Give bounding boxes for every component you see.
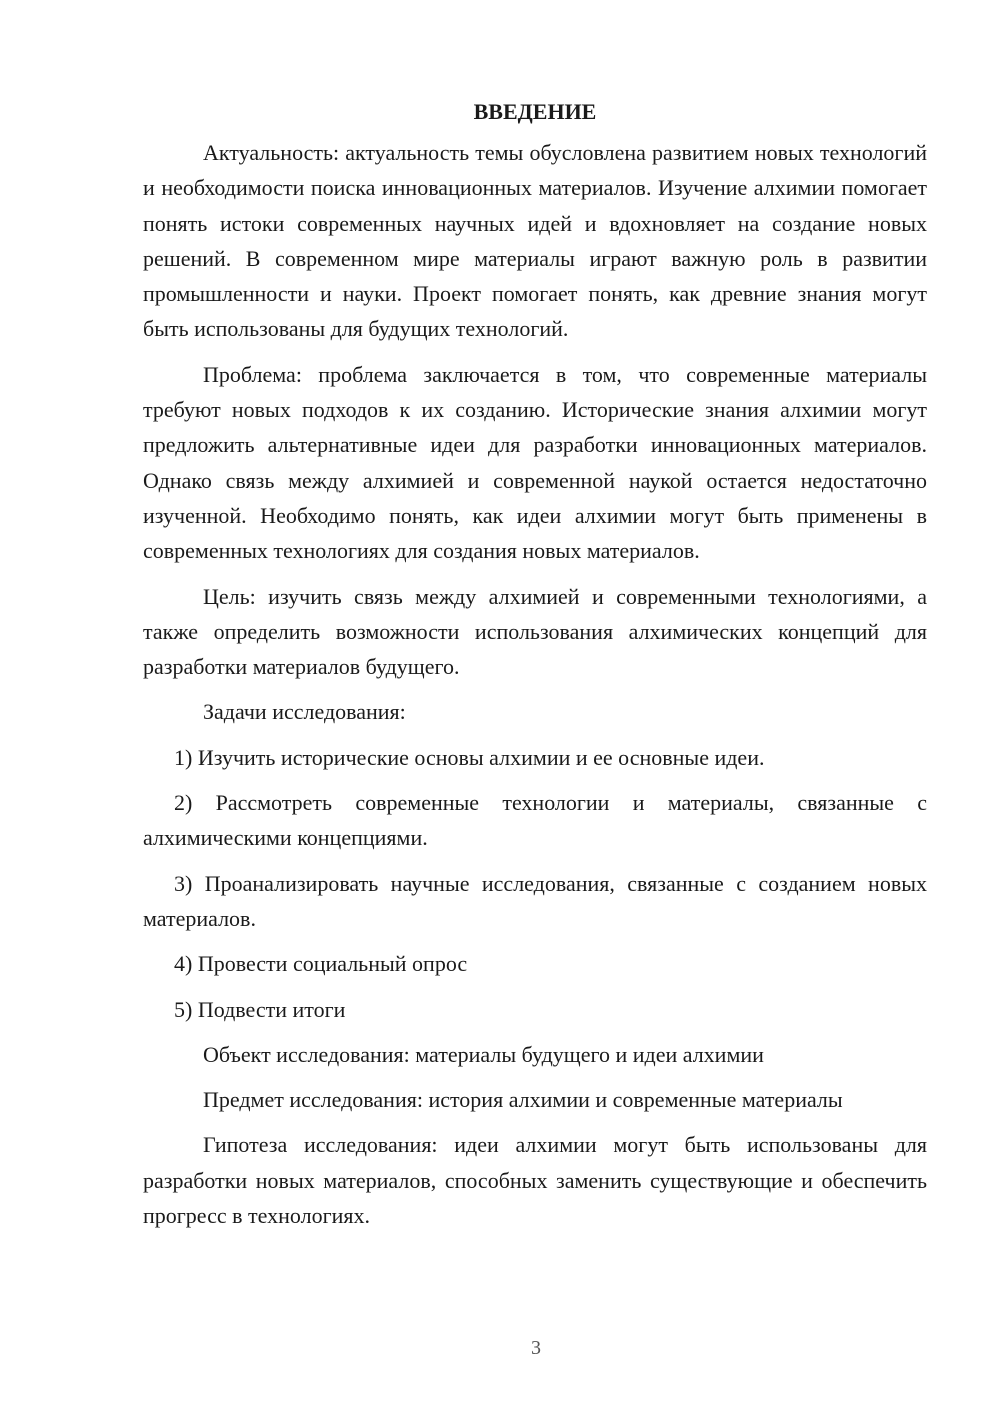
research-object-paragraph: Объект исследования: материалы будущего и идеи алхимии (203, 1041, 764, 1067)
section-title: ВВЕДЕНИЕ (473, 99, 597, 124)
task-item-5: 5) Подвести итоги (174, 996, 346, 1022)
task-item-4: 4) Провести социальный опрос (174, 951, 468, 977)
relevance-paragraph: Актуальность: актуальность темы обусловлена развитием новых технологий и необходимости поиска инновационных материалов. Изучение алхимии помогает понять истоки современных научных идей и вдохновляет на создание новых решений. В современном мире материалы играют важную роль в развитии промышленности и науки. Проект помогает понять, как древние знания могут быть использованы для будущих технологий. (143, 140, 927, 342)
hypothesis-paragraph: Гипотеза исследования: идеи алхимии могут быть использованы для разработки новых материалов, способных заменить существующие и обеспечить прогресс в технологиях. (143, 1132, 927, 1229)
page-content (143, 98, 927, 1233)
task-item-3: 3) Проанализировать научные исследования, связанные с созданием новых материалов. (143, 870, 927, 931)
research-subject-paragraph: Предмет исследования: история алхимии и современные материалы (203, 1087, 843, 1113)
tasks-heading: Задачи исследования: (203, 699, 406, 725)
task-item-2: 2) Рассмотреть современные технологии и материалы, связанные с алхимическими концепциями. (143, 790, 927, 851)
page-number: 3 (531, 1337, 541, 1359)
task-item-1: 1) Изучить исторические основы алхимии и ее основные идеи. (174, 744, 765, 770)
problem-paragraph: Проблема: проблема заключается в том, что современные материалы требуют новых подходов к их созданию. Исторические знания алхимии могут предложить альтернативные идеи для разработки инновационных материалов. Однако связь между алхимией и современной наукой остается недостаточно изученной. Необходимо понять, как идеи алхимии могут быть применены в современных технологиях для создания новых материалов. (143, 361, 927, 564)
goal-paragraph: Цель: изучить связь между алхимией и современными технологиями, а также определить возможности использования алхимических концепций для разработки материалов будущего. (143, 583, 927, 680)
